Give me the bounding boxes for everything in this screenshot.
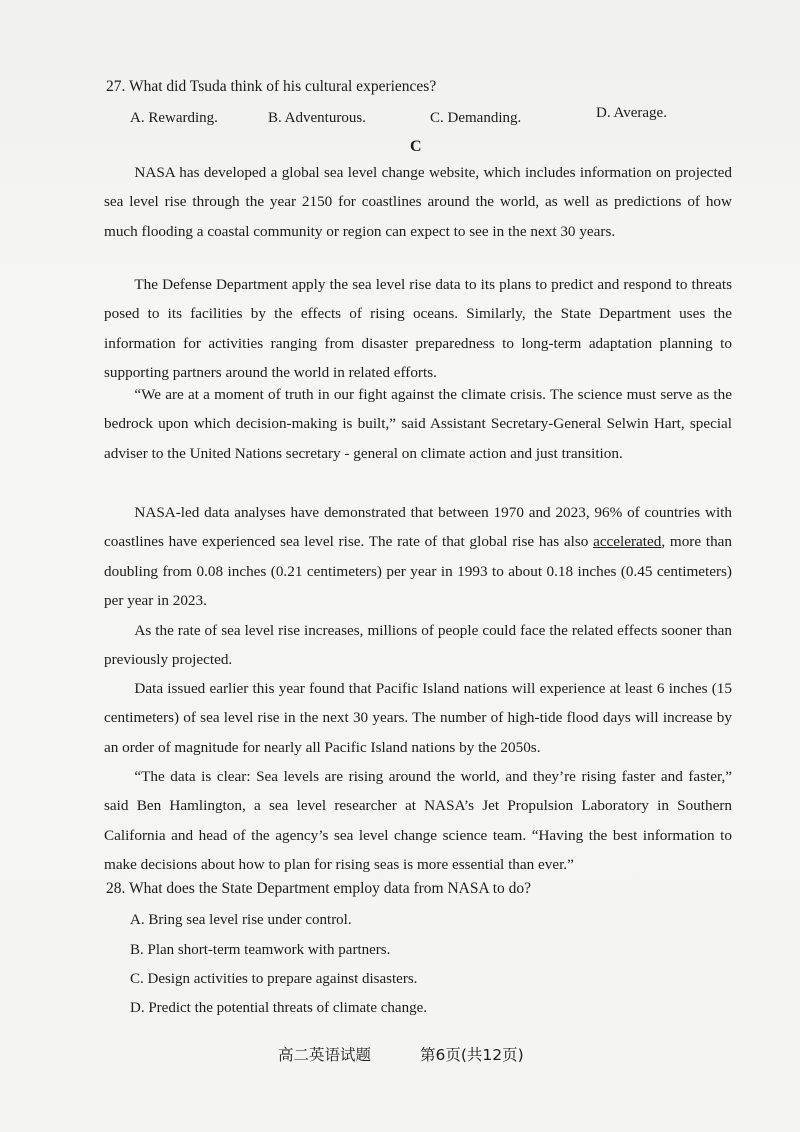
underlined-word: accelerated [593,533,662,551]
section-heading: C [410,138,422,155]
footer-exam-title: 高二英语试题 [278,1046,372,1064]
passage-paragraph-3: “We are at a moment of truth in our fight against the climate crisis. The science must serve as the bedrock upon which decision-making is built,” said Assistant Secretary-General Selwin Hart, special adviser to the United Nations secretary - general on climate action and just transition. [104,386,732,462]
question-27-option-c: C. Demanding. [430,110,522,126]
passage-paragraph-1: NASA has developed a global sea level change website, which includes information on projected sea level rise through the year 2150 for coastlines around the world, as well as predictions of how much flooding a coastal community or region can expect to see in the next 30 years. [104,164,732,240]
question-27-stem: 27. What did Tsuda think of his cultural experiences? [106,78,437,95]
passage-paragraph-7: “The data is clear: Sea levels are rising around the world, and they’re rising faster and faster,” said Ben Hamlington, a sea level researcher at NASA’s Jet Propulsion Laboratory in Southern California and head of the agency’s sea level change science team. “Having the best information to make decisions about how to plan for rising seas is more essential than ever.” [104,768,732,873]
passage-paragraph-4 [104,498,732,615]
question-28-stem: 28. What does the State Department employ data from NASA to do? [106,880,532,897]
passage-paragraph-5: As the rate of sea level rise increases, millions of people could face the related effects sooner than previously projected. [104,622,732,669]
footer-page-number: 第6页(共12页) [420,1046,524,1064]
question-28-option-a: A. Bring sea level rise under control. [130,912,352,928]
paragraph-4-text-start: NASA-led data analyses have demonstrated that between 1970 and 2023, 96% of countries with coastlines have experienced sea level rise. The rate of that global rise has also [104,504,732,551]
question-27-option-a: A. Rewarding. [130,110,218,126]
question-27-option-d: D. Average. [596,105,667,121]
question-28-option-c: C. Design activities to prepare against disasters. [130,971,418,987]
question-28-option-d: D. Predict the potential threats of climate change. [130,1000,427,1016]
question-27-option-b: B. Adventurous. [268,110,366,126]
passage-paragraph-6: Data issued earlier this year found that Pacific Island nations will experience at least 6 inches (15 centimeters) of sea level rise in the next 30 years. The number of high-tide flood days will increase by an order of magnitude for nearly all Pacific Island nations by the 2050s. [104,680,732,756]
passage-paragraph-2: The Defense Department apply the sea level rise data to its plans to predict and respond to threats posed to its facilities by the effects of rising oceans. Similarly, the State Department uses the information for activities ranging from disaster preparedness to long-term adaptation planning to supporting partners around the world in related efforts. [104,276,732,381]
paragraph-4-text-end: , more than doubling from 0.08 inches (0.21 centimeters) per year in 1993 to about 0.18 inches (0.45 centimeters) per year in 2023. [104,533,732,609]
question-28-option-b: B. Plan short-term teamwork with partners. [130,942,391,958]
